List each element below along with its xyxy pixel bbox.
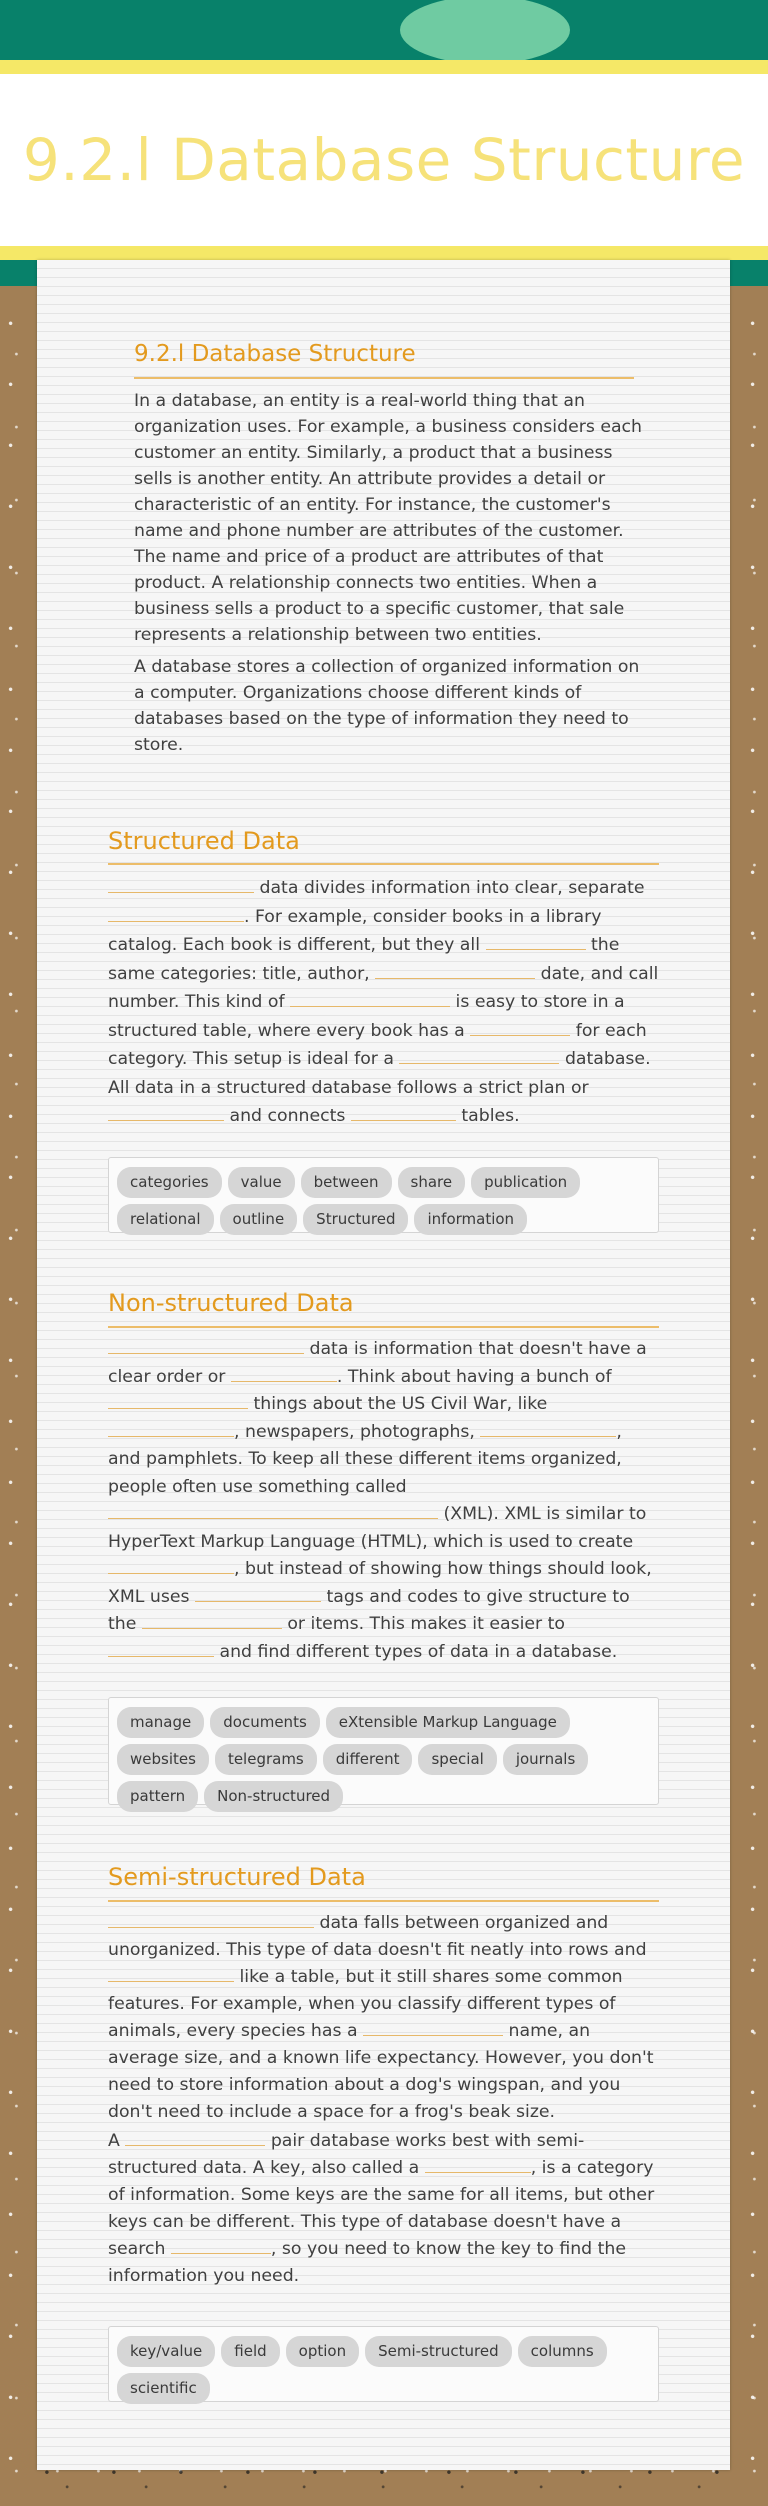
blank-input[interactable]	[399, 1047, 559, 1064]
yellow-stripe	[0, 246, 768, 260]
word-bank	[108, 1157, 659, 1233]
blank-input[interactable]	[425, 2156, 531, 2173]
blank-input[interactable]	[108, 1337, 304, 1354]
word-bank	[108, 1697, 659, 1805]
blank-input[interactable]	[108, 1640, 214, 1657]
yellow-stripe	[0, 60, 768, 74]
word-chip[interactable]: outline	[220, 1204, 298, 1235]
word-chip[interactable]: publication	[471, 1167, 580, 1198]
structured-heading: Structured Data	[108, 827, 300, 855]
blank-input[interactable]	[108, 1392, 248, 1409]
decorative-blob	[400, 0, 570, 60]
blank-input[interactable]	[108, 876, 254, 893]
blank-input[interactable]	[470, 1019, 570, 1036]
blank-input[interactable]	[375, 962, 535, 979]
semistructured-paragraph-2: A pair database works best with semi-structured data. A key, also called a , is a category of information. Some keys are the same for all items, but other keys can be different. This type of database doesn't have a search , so you need to know the key to find the information you need.	[108, 2131, 655, 2286]
title-banner	[0, 74, 768, 246]
heading-rule	[108, 1326, 659, 1328]
blank-input[interactable]	[486, 933, 586, 950]
word-chip[interactable]: journals	[503, 1744, 588, 1775]
intro-paragraph-2: A database stores a collection of organized information on a computer. Organizations choose different kinds of databases based on the type of information they need to store.	[134, 657, 640, 755]
blank-input[interactable]	[231, 1365, 337, 1382]
word-chip[interactable]: field	[221, 2336, 279, 2367]
word-chip[interactable]: option	[286, 2336, 359, 2367]
intro-heading: 9.2.l Database Structure	[134, 341, 416, 367]
blank-input[interactable]	[171, 2237, 271, 2254]
heading-rule	[108, 863, 659, 865]
semistructured-heading: Semi-structured Data	[108, 1863, 366, 1891]
word-chip[interactable]: Semi-structured	[365, 2336, 512, 2367]
word-chip[interactable]: information	[414, 1204, 527, 1235]
word-chip[interactable]: categories	[117, 1167, 222, 1198]
word-chip[interactable]: between	[301, 1167, 392, 1198]
nonstructured-heading: Non-structured Data	[108, 1289, 354, 1317]
blank-input[interactable]	[108, 1420, 234, 1437]
semistructured-paragraph-1: data falls between organized and unorganized. This type of data doesn't fit neatly into rows and like a table, but it still shares some common features. For example, when you classify different types of animals, every species has a name, an average size, and a known life expectancy. However, you don't need to store information about a dog's wingspan, and you don't need to include a space for a frog's beak size.	[108, 1913, 654, 2122]
blank-input[interactable]	[108, 1911, 314, 1928]
blank-input[interactable]	[195, 1585, 321, 1602]
word-chip[interactable]: relational	[117, 1204, 214, 1235]
word-chip[interactable]: value	[228, 1167, 295, 1198]
word-chip[interactable]: share	[398, 1167, 466, 1198]
heading-rule	[108, 1900, 659, 1902]
blank-input[interactable]	[108, 1104, 224, 1121]
blank-input[interactable]	[290, 990, 450, 1007]
top-banner	[0, 0, 768, 60]
word-chip[interactable]: special	[418, 1744, 496, 1775]
blank-input[interactable]	[108, 905, 244, 922]
blank-input[interactable]	[142, 1612, 282, 1629]
worksheet-paper	[37, 260, 730, 2470]
word-chip[interactable]: websites	[117, 1744, 209, 1775]
blank-input[interactable]	[108, 1502, 438, 1519]
blank-input[interactable]	[363, 2019, 503, 2036]
word-chip[interactable]: documents	[210, 1707, 320, 1738]
structured-paragraph: data divides information into clear, separate . For example, consider books in a library catalog. Each book is different, but they all the same categories: title, author, date, and call number. This kind of is easy to store in a structured table, where every book has a for each category. This setup is ideal for a database. All data in a structured database follows a strict plan or and connects tables.	[108, 878, 659, 1126]
word-chip[interactable]: Non-structured	[204, 1781, 343, 1812]
word-chip[interactable]: Structured	[303, 1204, 408, 1235]
heading-rule	[134, 377, 634, 379]
page-title: 9.2.l Database Structure	[22, 126, 746, 194]
blank-input[interactable]	[480, 1420, 616, 1437]
word-chip[interactable]: manage	[117, 1707, 204, 1738]
word-chip[interactable]: columns	[518, 2336, 607, 2367]
blank-input[interactable]	[108, 1557, 234, 1574]
nonstructured-paragraph: data is information that doesn't have a clear order or . Think about having a bunch of things about the US Civil War, like , newspapers, photographs, , and pamphlets. To keep all these different items organized, people often use something called (XML). XML is similar to HyperText Markup Language (HTML), which is used to create , but instead of showing how things should look, XML uses tags and codes to give structure to the or items. This makes it easier to and find different types of data in a database.	[108, 1339, 652, 1662]
word-chip[interactable]: telegrams	[215, 1744, 317, 1775]
word-chip[interactable]: different	[323, 1744, 413, 1775]
intro-paragraph-1: In a database, an entity is a real-world thing that an organization uses. For example, a business considers each customer an entity. Similarly, a product that a business sells is another entity. An attribute provides a detail or characteristic of an entity. For instance, the customer's name and phone number are attributes of the customer. The name and price of a product are attributes of that product. A relationship connects two entities. When a business sells a product to a specific customer, that sale represents a relationship between two entities.	[134, 391, 642, 645]
blank-input[interactable]	[351, 1104, 456, 1121]
word-chip[interactable]: pattern	[117, 1781, 198, 1812]
blank-input[interactable]	[125, 2129, 265, 2146]
word-bank	[108, 2326, 659, 2402]
word-chip[interactable]: eXtensible Markup Language	[326, 1707, 570, 1738]
word-chip[interactable]: key/value	[117, 2336, 215, 2367]
word-chip[interactable]: scientific	[117, 2373, 210, 2404]
blank-input[interactable]	[108, 1965, 234, 1982]
